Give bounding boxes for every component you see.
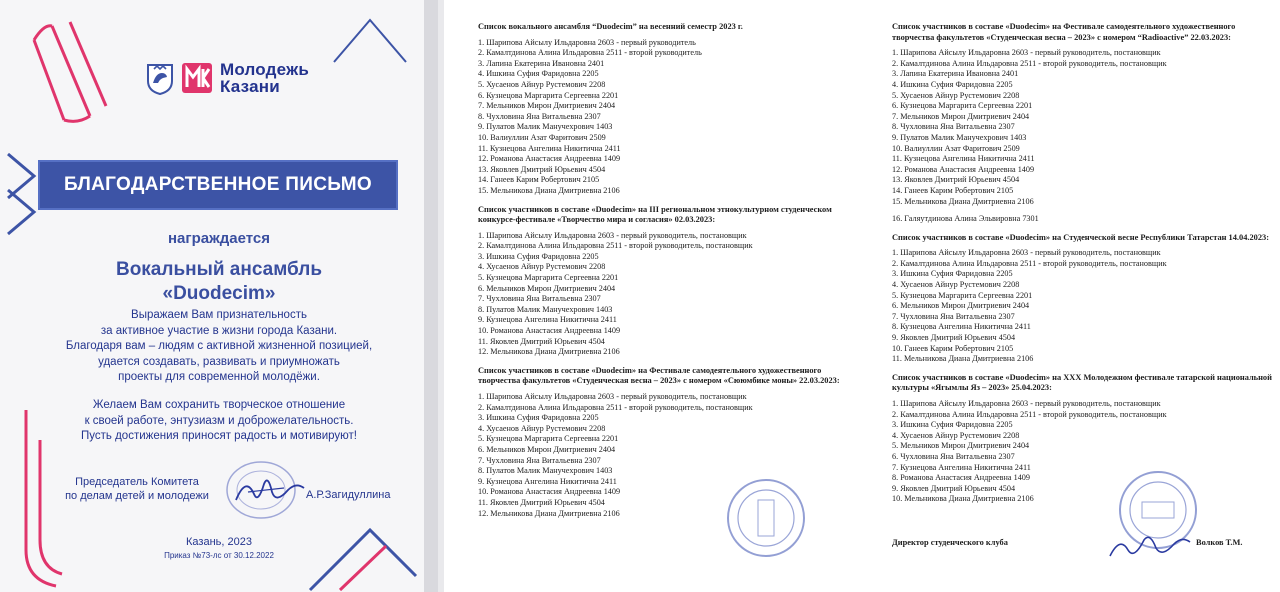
message-line: удается создавать, развивать и приумножать [98,355,340,368]
decor-shape-top-right [330,16,410,66]
member-item: 4. Хусаенов Айнур Рустемович 2208 [478,262,606,272]
lists-left-column [478,22,858,527]
director-label: Директор студенческого клуба [892,538,1008,547]
member-item: 12. Романова Анастасия Андреевна 1409 [892,164,1035,174]
section-title: Список участников в составе «Duodecim» на Фестивале самодеятельного художественного творчества факультетов «Студенческая весна – 2023» с номером «Сююмбике моны» 22.03.2023: [478,365,840,386]
member-item: 6. Мельников Мирон Дмитриевич 2404 [478,283,616,293]
member-item: 1. Шарипова Айсылу Ильдаровна 2603 - первый руководитель, постановщик [892,248,1161,258]
member-item: 9. Пулатов Малик Манучехрович 1403 [478,122,613,132]
gratitude-message [30,308,408,386]
member-item: 2. Камалтдинова Алина Ильдаровна 2511 - второй руководитель, постановщик [892,258,1167,268]
member-item: 9. Яковлев Дмитрий Юрьевич 4504 [892,333,1016,343]
awardee-line2: «Duodecim» [162,283,276,304]
member-item: 4. Хусаенов Айнур Рустемович 2208 [478,423,606,433]
member-item: 7. Чухловина Яна Витальевна 2307 [478,455,601,465]
member-item: 2. Камалтдинова Алина Ильдаровна 2511 - второй руководитель, постановщик [478,241,753,251]
member-item: 10. Мельникова Диана Дмитриевна 2106 [892,494,1034,504]
member-item: 15. Мельникова Диана Дмитриевна 2106 [892,196,1034,206]
letter-title-banner: БЛАГОДАРСТВЕННОЕ ПИСЬМО [38,160,398,210]
member-item: 10. Романова Анастасия Андреевна 1409 [478,487,621,497]
thank-you-letter [0,0,438,592]
message-line: проекты для современной молодёжи. [118,371,320,383]
member-item: 9. Пулатов Малик Манучехрович 1403 [892,132,1027,142]
member-item: 1. Шарипова Айсылу Ильдаровна 2603 - первый руководитель [478,37,696,47]
member-item: 7. Кузнецова Ангелина Никитична 2411 [892,462,1031,472]
member-item: 13. Яковлев Дмитрий Юрьевич 4504 [892,175,1020,185]
member-item: 8. Пулатов Малик Манучехрович 1403 [478,466,613,476]
member-item: 11. Кузнецова Ангелина Никитична 2411 [478,143,621,153]
section-title: Список участников в составе «Duodecim» на XXX Молодежном фестивале татарской национальной культуры «Ягымлы Яз – 2023» 25.04.2023: [892,372,1272,393]
section-title: Список участников в составе «Duodecim» на III региональном этнокультурном студенческом конкурсе-фестивале «Творчество мира и согласия» 02.03.2023: [478,204,832,225]
list-section [892,22,1272,225]
chair-line: Председатель Комитета [75,476,199,488]
message-line: Желаем Вам сохранить творческое отношение [92,399,346,411]
message-line: Благодаря вам – людям с активной жизненной позицией, [65,340,373,352]
decor-shape-top-left [24,20,114,130]
list-section [478,22,858,197]
member-item: 10. Валиуллин Азат Фаритович 2509 [478,132,606,142]
message-line: Выражаем Вам признательность [131,309,307,321]
list-section [892,233,1272,365]
logo-row [146,58,309,98]
member-item: 8. Чухловина Яна Витальевна 2307 [478,111,601,121]
member-item: 8. Пулатов Малик Манучехрович 1403 [478,304,613,314]
member-item: 3. Лапина Екатерина Ивановна 2401 [478,58,605,68]
signatory-name: А.Р.Загидуллина [306,489,391,501]
member-item: 3. Лапина Екатерина Ивановна 2401 [892,69,1019,79]
member-item: 11. Кузнецова Ангелина Никитична 2411 [892,154,1035,164]
member-item: 10. Романова Анастасия Андреевна 1409 [478,326,621,336]
student-club-stamp-icon [724,476,808,560]
member-item: 5. Мельников Мирон Дмитриевич 2404 [892,441,1030,451]
member-item: 7. Чухловина Яна Витальевна 2307 [892,311,1015,321]
member-item: 4. Хусаенов Айнур Рустемович 2208 [892,430,1020,440]
member-item: 3. Ишкина Суфия Фаридовна 2205 [892,269,1013,279]
member-item: 3. Ишкина Суфия Фаридовна 2205 [892,420,1013,430]
member-item: 4. Хусаенов Айнур Рустемович 2208 [892,280,1020,290]
signature-icon [228,470,308,510]
member-item: 12. Мельникова Диана Дмитриевна 2106 [478,508,620,518]
member-item: 3. Ишкина Суфия Фаридовна 2205 [478,413,599,423]
awardee-line1: Вокальный ансамбль [115,259,323,280]
list-section [478,205,858,358]
member-item: 1. Шарипова Айсылу Ильдаровна 2603 - первый руководитель, постановщик [478,392,747,401]
member-item: 1. Шарипова Айсылу Ильдаровна 2603 - первый руководитель, постановщик [892,48,1161,58]
order-reference: Приказ №73-лс от 30.12.2022 [164,551,274,560]
member-item: 14. Ганеев Карим Робертович 2105 [478,175,600,185]
member-item: 2. Камалтдинова Алина Ильдаровна 2511 - второй руководитель, постановщик [892,58,1167,68]
member-item: 7. Чухловина Яна Витальевна 2307 [478,294,601,304]
member-item: 5. Хусаенов Айнур Рустемович 2208 [892,90,1020,100]
member-item: 2. Камалтдинова Алина Ильдаровна 2511 - второй руководитель, постановщик [478,402,753,412]
member-item: 1. Шарипова Айсылу Ильдаровна 2603 - первый руководитель, постановщик [892,399,1161,408]
member-item: 14. Ганеев Карим Робертович 2105 [892,185,1014,195]
member-item: 1. Шарипова Айсылу Ильдаровна 2603 - первый руководитель, постановщик [478,230,747,240]
kazan-crest-icon [146,61,174,95]
chair-line: по делам детей и молодежи [65,490,209,502]
member-item: 8. Кузнецова Ангелина Никитична 2411 [892,322,1031,332]
director-name: Волков Т.М. [1196,538,1243,547]
list-section [892,373,1272,505]
director-signature-icon [1104,528,1194,564]
member-item: 8. Романова Анастасия Андреевна 1409 [892,473,1030,483]
message-line: к своей работе, энтузиазм и доброжелательность. [84,414,354,427]
member-item: 3. Ишкина Суфия Фаридовна 2205 [478,251,599,261]
awarded-label: награждается [167,230,271,247]
member-item: 6. Кузнецова Маргарита Сергеевна 2201 [478,90,619,100]
member-item: 9. Яковлев Дмитрий Юрьевич 4504 [892,483,1016,493]
member-item: 2. Камалтдинова Алина Ильдаровна 2511 - второй руководитель, постановщик [892,409,1167,419]
molodezh-kazani-logo-icon [182,63,212,93]
member-item: 8. Чухловина Яна Витальевна 2307 [892,122,1015,132]
awardee-name [0,258,438,306]
participant-lists-document [444,0,1280,592]
member-item: 9. Кузнецова Ангелина Никитична 2411 [478,315,617,325]
logo-text-line1: Молодежь [220,60,309,79]
city-year: Казань, 2023 [186,536,252,548]
member-item: 12. Мельникова Диана Дмитриевна 2106 [478,347,620,357]
member-item: 11. Яковлев Дмитрий Юрьевич 4504 [478,336,605,346]
chair-position [52,475,222,503]
section-title: Список участников в составе «Duodecim» на Фестивале самодеятельного художественного творчества факультетов «Студенческая весна – 2023» с номером “Radioactive” 22.03.2023: [892,22,1236,42]
member-item: 10. Валиуллин Азат Фаритович 2509 [892,143,1020,153]
member-item: 10. Ганеев Карим Робертович 2105 [892,343,1014,353]
member-item: 12. Романова Анастасия Андреевна 1409 [478,154,621,164]
member-item: 7. Мельников Мирон Дмитриевич 2404 [478,101,616,111]
message-line: за активное участие в жизни города Казани. [100,324,338,337]
member-item: 7. Мельников Мирон Дмитриевич 2404 [892,111,1030,121]
member-item: 11. Яковлев Дмитрий Юрьевич 4504 [478,497,605,507]
member-item: 6. Кузнецова Маргарита Сергеевна 2201 [892,101,1033,111]
member-item: 5. Кузнецова Маргарита Сергеевна 2201 [478,434,619,444]
member-item: 6. Чухловина Яна Витальевна 2307 [892,451,1015,461]
member-item: 11. Мельникова Диана Дмитриевна 2106 [892,354,1034,364]
member-item: 4. Ишкина Суфия Фаридовна 2205 [892,79,1013,89]
member-item: 16. Галяутдинова Алина Эльвировна 7301 [892,214,1039,224]
section-title: Список вокального ансамбля “Duodecim” на весенний семестр 2023 г. [478,22,743,31]
member-item: 6. Мельников Мирон Дмитриевич 2404 [478,444,616,454]
member-item: 9. Кузнецова Ангелина Никитична 2411 [478,476,617,486]
lists-right-column [892,22,1272,513]
member-item: 2. Камалтдинова Алина Ильдаровна 2511 - второй руководитель [478,48,702,58]
wishes-message [30,398,408,445]
member-item: 4. Ишкина Суфия Фаридовна 2205 [478,69,599,79]
logo-text-line2: Казани [220,77,280,96]
member-item: 15. Мельникова Диана Дмитриевна 2106 [478,185,620,195]
logo-wordmark [220,61,309,95]
section-title: Список участников в составе «Duodecim» на Студенческой весне Республики Татарстан 14.04.2023: [892,232,1270,242]
member-item: 5. Хусаенов Айнур Рустемович 2208 [478,79,606,89]
message-line: Пусть достижения приносят радость и мотивируют! [81,430,357,442]
member-item: 5. Кузнецова Маргарита Сергеевна 2201 [478,273,619,283]
member-item: 6. Мельников Мирон Дмитриевич 2404 [892,301,1030,311]
member-item: 5. Кузнецова Маргарита Сергеевна 2201 [892,290,1033,300]
member-item: 13. Яковлев Дмитрий Юрьевич 4504 [478,164,606,174]
